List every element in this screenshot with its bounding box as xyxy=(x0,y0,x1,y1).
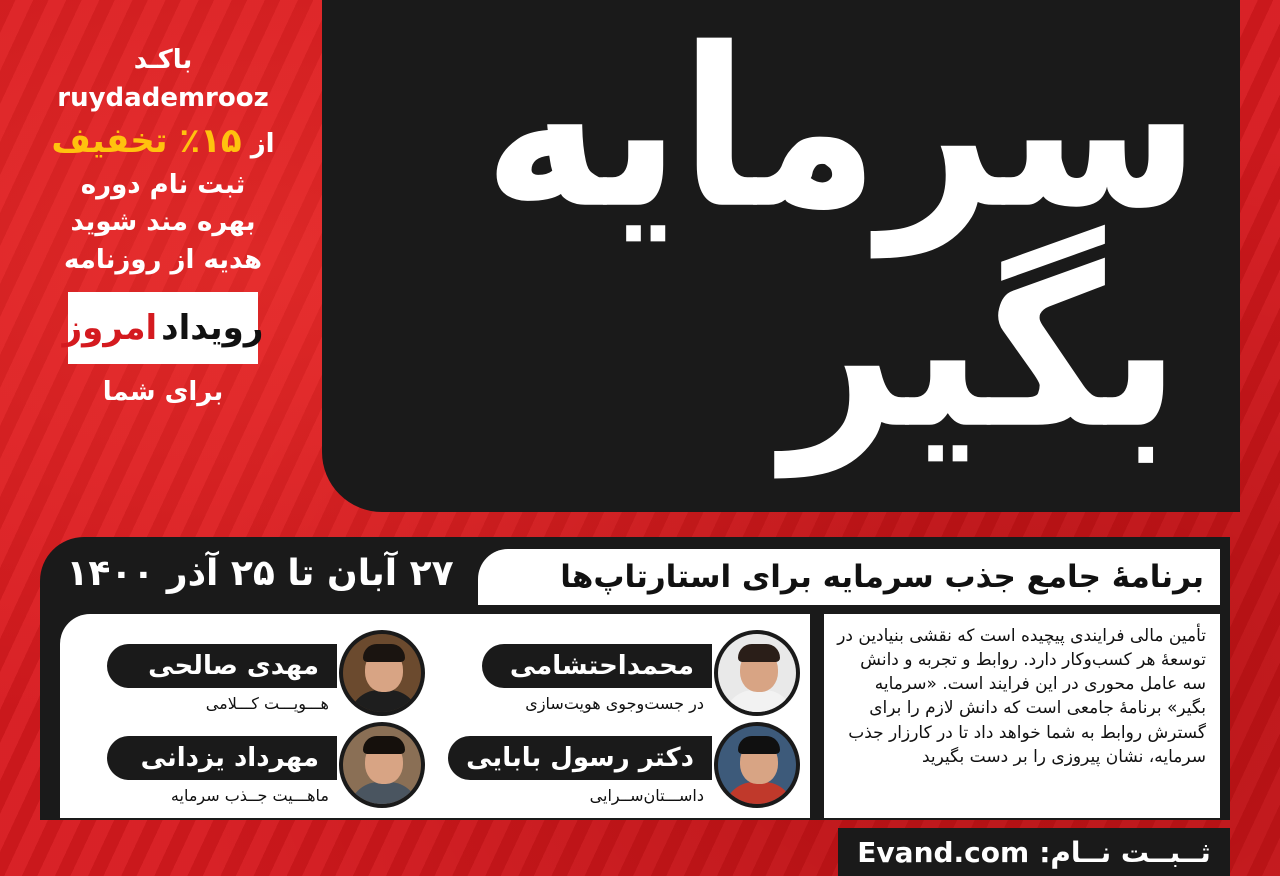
speaker-card xyxy=(445,630,800,720)
speaker-role: داســـتان‌ســرایی xyxy=(589,786,704,805)
speaker-photo xyxy=(339,722,425,808)
promo-discount-line xyxy=(18,117,308,166)
title-word-2: بگیر xyxy=(782,221,1180,478)
speakers-box xyxy=(60,614,810,818)
event-description: تأمین مالی فرایندی پیچیده است که نقشی بنیادین در توسعهٔ هر کسب‌وکار دارد. روابط و تجربه و دانش سه عامل محوری در این فرایند است. «سرمایه بگیر» برنامهٔ جامعی است که دانش لازم را برای گسترش روابط به شما خواهد داد تا در کارزار جذب سرمایه، نشان پیروزی را بر دست بگیرید xyxy=(824,614,1220,818)
speaker-photo xyxy=(339,630,425,716)
speaker-role: در جست‌وجوی هویت‌سازی xyxy=(525,694,704,713)
speaker-name: محمداحتشامی xyxy=(482,644,712,688)
logo-word-2: امروز xyxy=(62,307,158,348)
register-label: ثــبــت نــام: xyxy=(1039,835,1211,869)
promo-line-gift: هدیه از روزنامه xyxy=(63,245,263,276)
promo-line-benefit: بهره مند شوید xyxy=(70,207,256,238)
event-subtitle: برنامهٔ جامع جذب سرمایه برای استارتاپ‌ها xyxy=(478,549,1220,605)
logo-word-1: رویداد xyxy=(161,307,264,348)
promo-discount-prefix: از xyxy=(250,129,275,160)
promo-code: ruydademrooz xyxy=(57,82,269,113)
speaker-card xyxy=(70,630,425,720)
speaker-name: مهرداد یزدانی xyxy=(107,736,337,780)
speaker-photo xyxy=(714,630,800,716)
event-date: ۲۷ آبان تا ۲۵ آذر ۱۴۰۰ xyxy=(66,553,454,594)
promo-discount-value: ۱۵٪ تخفیف xyxy=(51,121,242,162)
newspaper-logo xyxy=(62,292,264,364)
speaker-card xyxy=(70,722,425,812)
title-block xyxy=(322,0,1240,512)
register-bar[interactable] xyxy=(838,828,1230,876)
speaker-photo xyxy=(714,722,800,808)
promo-column xyxy=(18,42,308,411)
speaker-name: مهدی صالحی xyxy=(107,644,337,688)
promo-line-for-you: برای شما xyxy=(102,376,224,407)
register-site-link[interactable]: Evand.com xyxy=(857,835,1030,869)
speaker-role: هـــویـــت کـــلامی xyxy=(205,694,329,713)
speaker-card xyxy=(445,722,800,812)
speaker-role: ماهـــیت جــذب سرمایه xyxy=(170,786,329,805)
speaker-name: دکتر رسول بابایی xyxy=(448,736,712,780)
promo-line-with-code: باکـد xyxy=(133,45,193,75)
title-word-1: سرمایه xyxy=(483,1,1200,258)
promo-line-register: ثبت نام دوره xyxy=(80,169,246,200)
